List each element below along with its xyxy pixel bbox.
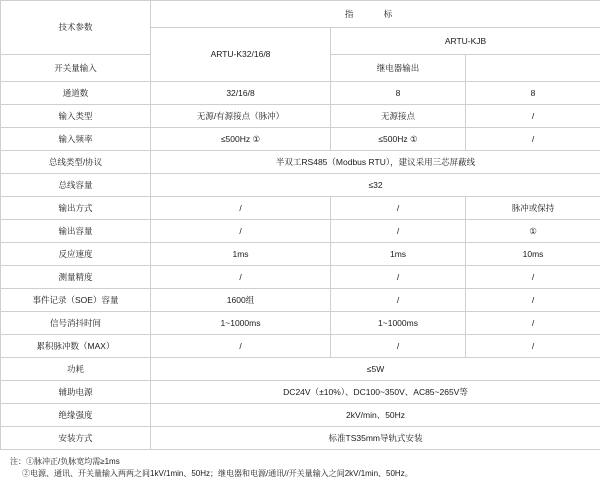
row-value-k32: ≤500Hz ① <box>151 128 331 151</box>
row-value-do: ① <box>466 220 600 243</box>
row-value-do: 8 <box>466 82 600 105</box>
table-row <box>1 243 600 266</box>
row-value-k32: 无源/有源接点（脉冲） <box>151 105 331 128</box>
row-value-di: / <box>331 266 466 289</box>
row-label: 反应速度 <box>1 243 151 266</box>
row-value-span: ≤32 <box>151 174 600 197</box>
row-value-di: 8 <box>331 82 466 105</box>
table-row <box>1 174 600 197</box>
row-value-k32: 1600组 <box>151 289 331 312</box>
row-value-do: / <box>466 289 600 312</box>
row-label: 输出容量 <box>1 220 151 243</box>
table-row <box>1 427 600 450</box>
table-row <box>1 220 600 243</box>
table-row <box>1 82 600 105</box>
row-value-do: / <box>466 105 600 128</box>
row-label: 辅助电源 <box>1 381 151 404</box>
row-value-k32: 1ms <box>151 243 331 266</box>
row-value-do: / <box>466 128 600 151</box>
note-line-2: ②电源、通讯、开关量输入两两之间1kV/1min、50Hz；继电器和电源/通讯//开关量输入之间2kV/1min、50Hz。 <box>10 468 594 480</box>
row-value-di: 无源接点 <box>331 105 466 128</box>
header-col-artu-kjb: ARTU-KJB <box>331 28 600 55</box>
table-row <box>1 312 600 335</box>
row-value-span: 半双工RS485（Modbus RTU），建议采用三芯屏蔽线 <box>151 151 600 174</box>
row-value-di: ≤500Hz ① <box>331 128 466 151</box>
row-value-k32: 1~1000ms <box>151 312 331 335</box>
table-row <box>1 151 600 174</box>
table-body <box>1 1 600 450</box>
row-value-k32: / <box>151 220 331 243</box>
row-value-di: / <box>331 335 466 358</box>
row-label: 信号消抖时间 <box>1 312 151 335</box>
table-row <box>1 197 600 220</box>
note-line-1: 注：①脉冲正/负脉宽均需≥1ms <box>10 456 594 468</box>
table-row <box>1 381 600 404</box>
row-label: 总线类型/协议 <box>1 151 151 174</box>
row-value-di: / <box>331 289 466 312</box>
row-value-k32: / <box>151 266 331 289</box>
row-label: 功耗 <box>1 358 151 381</box>
row-value-k32: / <box>151 197 331 220</box>
row-label: 事件记录（SOE）容量 <box>1 289 151 312</box>
row-label: 绝缘强度 <box>1 404 151 427</box>
row-value-do: / <box>466 335 600 358</box>
header-col-artu-k32: ARTU-K32/16/8 <box>151 28 331 82</box>
row-label: 输入频率 <box>1 128 151 151</box>
row-value-do: / <box>466 266 600 289</box>
header-param-label: 技术参数 <box>1 1 151 55</box>
row-value-k32: / <box>151 335 331 358</box>
row-value-do: 10ms <box>466 243 600 266</box>
row-label: 输入类型 <box>1 105 151 128</box>
header-col-kjb-do: 继电器输出 <box>331 55 466 82</box>
row-value-span: 标准TS35mm导轨式安装 <box>151 427 600 450</box>
row-value-di: / <box>331 197 466 220</box>
table-row <box>1 105 600 128</box>
row-value-span: 2kV/min、50Hz <box>151 404 600 427</box>
row-label: 测量精度 <box>1 266 151 289</box>
table-row <box>1 335 600 358</box>
row-value-di: 1ms <box>331 243 466 266</box>
row-value-span: DC24V（±10%）、DC100~350V、AC85~265V等 <box>151 381 600 404</box>
header-col-kjb-di: 开关量输入 <box>1 55 151 82</box>
table-row <box>1 404 600 427</box>
table-row <box>1 266 600 289</box>
row-value-span: ≤5W <box>151 358 600 381</box>
header-indicator-label: 指 标 <box>151 1 600 28</box>
row-value-di: / <box>331 220 466 243</box>
row-label: 总线容量 <box>1 174 151 197</box>
row-label: 累积脉冲数（MAX） <box>1 335 151 358</box>
row-label: 通道数 <box>1 82 151 105</box>
row-label: 安装方式 <box>1 427 151 450</box>
row-label: 输出方式 <box>1 197 151 220</box>
table-header-row-1 <box>1 1 600 28</box>
row-value-do: / <box>466 312 600 335</box>
table-row <box>1 128 600 151</box>
table-notes <box>0 456 600 481</box>
row-value-do: 脉冲或保持 <box>466 197 600 220</box>
table-row <box>1 289 600 312</box>
row-value-di: 1~1000ms <box>331 312 466 335</box>
row-value-k32: 32/16/8 <box>151 82 331 105</box>
table-row <box>1 358 600 381</box>
